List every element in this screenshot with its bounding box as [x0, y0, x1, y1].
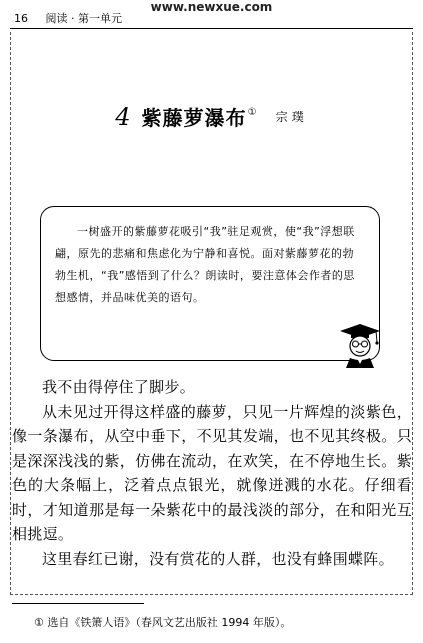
site-url: www.newxue.com: [150, 0, 273, 14]
lesson-number: 4: [115, 102, 131, 131]
running-header: [14, 12, 122, 26]
author-name: 宗璞: [275, 110, 308, 124]
header-rule: [10, 28, 413, 29]
footnote-rule: [12, 603, 144, 604]
intro-box: [40, 206, 380, 361]
footnote-mark: ①: [247, 106, 257, 118]
footnote: ① 选自《铁箫人语》（春风文艺出版社 1994 年版）。: [34, 616, 292, 629]
intro-text: 一树盛开的紫藤萝花吸引“我”驻足观赏，使“我”浮想联翩，原先的悲痛和焦虑化为宁静和喜悦。面对紫藤萝花的勃勃生机，“我”感悟到了什么？朗读时，要注意体会作者的思想感情，并品味优美的语句。: [55, 225, 355, 304]
section-title: 阅读 · 第一单元: [45, 12, 122, 25]
paragraph: 这里春红已谢，没有赏花的人群，也没有蜂围蝶阵。: [42, 549, 394, 568]
paragraph: 我不由得停住了脚步。: [42, 378, 196, 396]
body-text: [12, 375, 412, 571]
paragraph: 从未见过开得这样盛的藤萝，只见一片辉煌的淡紫色，像一条瀑布，从空中垂下，不见其发端，也不见其终极。只是深深浅浅的紫，仿佛在流动，在欢笑，在不停地生长。紫色的大条幅上，泛着点点银光，就像迸溅的水花。仔细看时，才知道那是每一朵紫花中的最浅淡的部分，在和阳光互相挑逗。: [12, 402, 412, 543]
scholar-mascot-icon: [338, 322, 382, 368]
page-number: 16: [14, 12, 28, 25]
lesson-title-text: 紫藤萝瀑布: [141, 106, 247, 130]
lesson-title: [0, 102, 423, 131]
